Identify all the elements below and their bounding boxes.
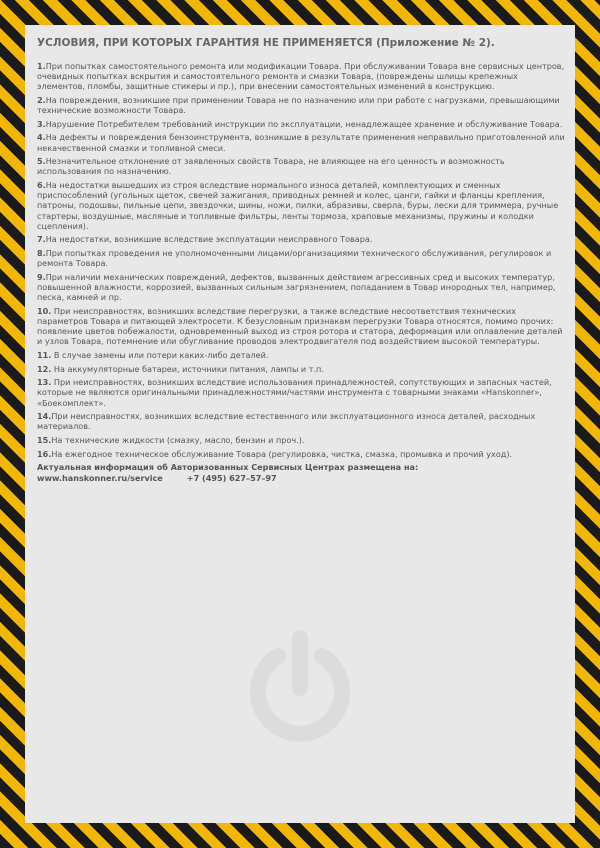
list-item (37, 156, 565, 176)
item-text: При неисправностях, возникших вследствие перегрузки, а также вследствие несоответствия технических параметров Товара и питающей электросети. К безусловным признакам перегрузки Товара относятся, помимо прочих: появление цветов побежалости, одновременный выход из строя ротора и статора, деформация или оплавление деталей и узлов Товара, потемнение или обугливание проводов электродвигателя под воздействием высокой температуры. (37, 305, 563, 347)
item-number: 2. (37, 95, 46, 105)
list-item (37, 95, 565, 115)
item-text: При неисправностях, возникших вследствие использования принадлежностей, сопутствующих и запасных частей, которые не являются оригинальными принадлежностями/частями инструмента с товарными знаками «Hanskonner», «Боекомплект». (37, 377, 552, 408)
item-text: На технические жидкости (смазку, масло, бензин и проч.). (51, 434, 305, 445)
item-number: 12. (37, 363, 52, 374)
item-number: 5. (37, 156, 46, 167)
item-text: На повреждения, возникшие при применении Товара не по назначению или при работе с нагрузками, превышающими технические возможности Товара. (37, 95, 560, 116)
service-phone: +7 (495) 627–57–97 (186, 473, 277, 484)
service-info (37, 462, 565, 484)
item-number: 8. (37, 247, 46, 258)
item-number: 1. (37, 61, 46, 71)
item-text: На недостатки вышедших из строя вследствие нормального износа деталей, комплектующих и сменных приспособлений (угольных щеток, свечей зажигания, приводных ремней и колес, цанги, гайки и фланцы крепления, патроны, подошвы, пильные цепи, звездочки, шины, ножи, пилки, абразивы, сверла, буры, лески для триммера, ручные стартеры, воздушные, масляные и топливные фильтры, ленты тормоза, храповые механизмы, пружины и колодки сцепления). (37, 179, 559, 231)
item-text: На дефекты и повреждения бензоинструмента, возникшие в результате применения неправильно приготовленной или некачественной смазки и топливной смеси. (37, 132, 565, 153)
item-text: При попытках проведения не уполномоченными лицами/организациями технического обслуживания, регулировок и ремонта Товара. (37, 247, 552, 269)
item-number: 13. (37, 377, 52, 388)
page-title: УСЛОВИЯ, ПРИ КОТОРЫХ ГАРАНТИЯ НЕ ПРИМЕНЯЕТСЯ (Приложение № 2). (37, 37, 495, 49)
item-text: При наличии механических повреждений, дефектов, вызванных действием агрессивных сред и высоких температур, повышенной влажности, коррозией, вызванных сильным загрязнением, попаданием в Товар инородных тел, например, песка, камней и пр. (37, 271, 556, 303)
item-number: 10. (37, 305, 52, 316)
list-item (37, 248, 565, 268)
list-item (37, 435, 565, 445)
list-item (37, 119, 565, 129)
item-number: 16. (37, 448, 52, 459)
warranty-exclusions-panel (25, 25, 575, 823)
list-item (37, 449, 565, 459)
list-item (37, 411, 565, 431)
list-item (37, 377, 565, 408)
item-number: 7. (37, 234, 46, 245)
item-number: 9. (37, 271, 46, 282)
item-text: При неисправностях, возникших вследствие естественного или эксплуатационного износа деталей, расходных материалов. (37, 411, 536, 432)
item-number: 3. (37, 118, 46, 129)
list-item (37, 234, 565, 244)
item-text: На недостатки, возникшие вследствие эксплуатации неисправного Товара. (45, 234, 373, 245)
item-number: 14. (37, 411, 52, 422)
list-item (37, 306, 565, 347)
conditions-list (37, 61, 565, 459)
item-text: В случае замены или потери каких-либо деталей. (51, 349, 269, 360)
item-number: 15. (37, 434, 52, 445)
item-text: Нарушение Потребителем требований инструкции по эксплуатации, ненадлежащее хранение и обслуживание Товара. (45, 118, 563, 129)
item-text: При попытках самостоятельного ремонта или модификации Товара. При обслуживании Товара вне сервисных центров, очевидных попытках вскрытия и самостоятельного ремонта и смазки Товара, (повреждены шлицы крепежных элементов, пломбы, защитные стикеры и пр.), при внесении самостоятельных изменений в конструкцию. (37, 61, 565, 92)
list-item (37, 132, 565, 152)
document-content (37, 37, 565, 484)
service-info-text: Актуальная информация об Авторизованных Сервисных Центрах размещена на: (37, 462, 419, 473)
item-number: 6. (37, 179, 46, 190)
list-item (37, 180, 565, 231)
item-text: На ежегодное техническое обслуживание Товара (регулировка, чистка, смазка, промывка и прочий уход). (51, 448, 513, 459)
item-number: 4. (37, 132, 46, 143)
contact-row (37, 473, 565, 484)
power-icon (240, 630, 360, 750)
list-item (37, 272, 565, 303)
list-item (37, 350, 565, 360)
item-text: Незначительное отклонение от заявленных свойств Товара, не влияющее на его ценность и возможность использования по назначению. (37, 156, 505, 177)
service-url-link[interactable]: www.hanskonner.ru/service (37, 473, 163, 484)
item-text: На аккумуляторные батареи, источники питания, лампы и т.п. (51, 363, 324, 374)
list-item (37, 364, 565, 374)
item-number: 11. (37, 349, 52, 360)
list-item (37, 61, 565, 92)
